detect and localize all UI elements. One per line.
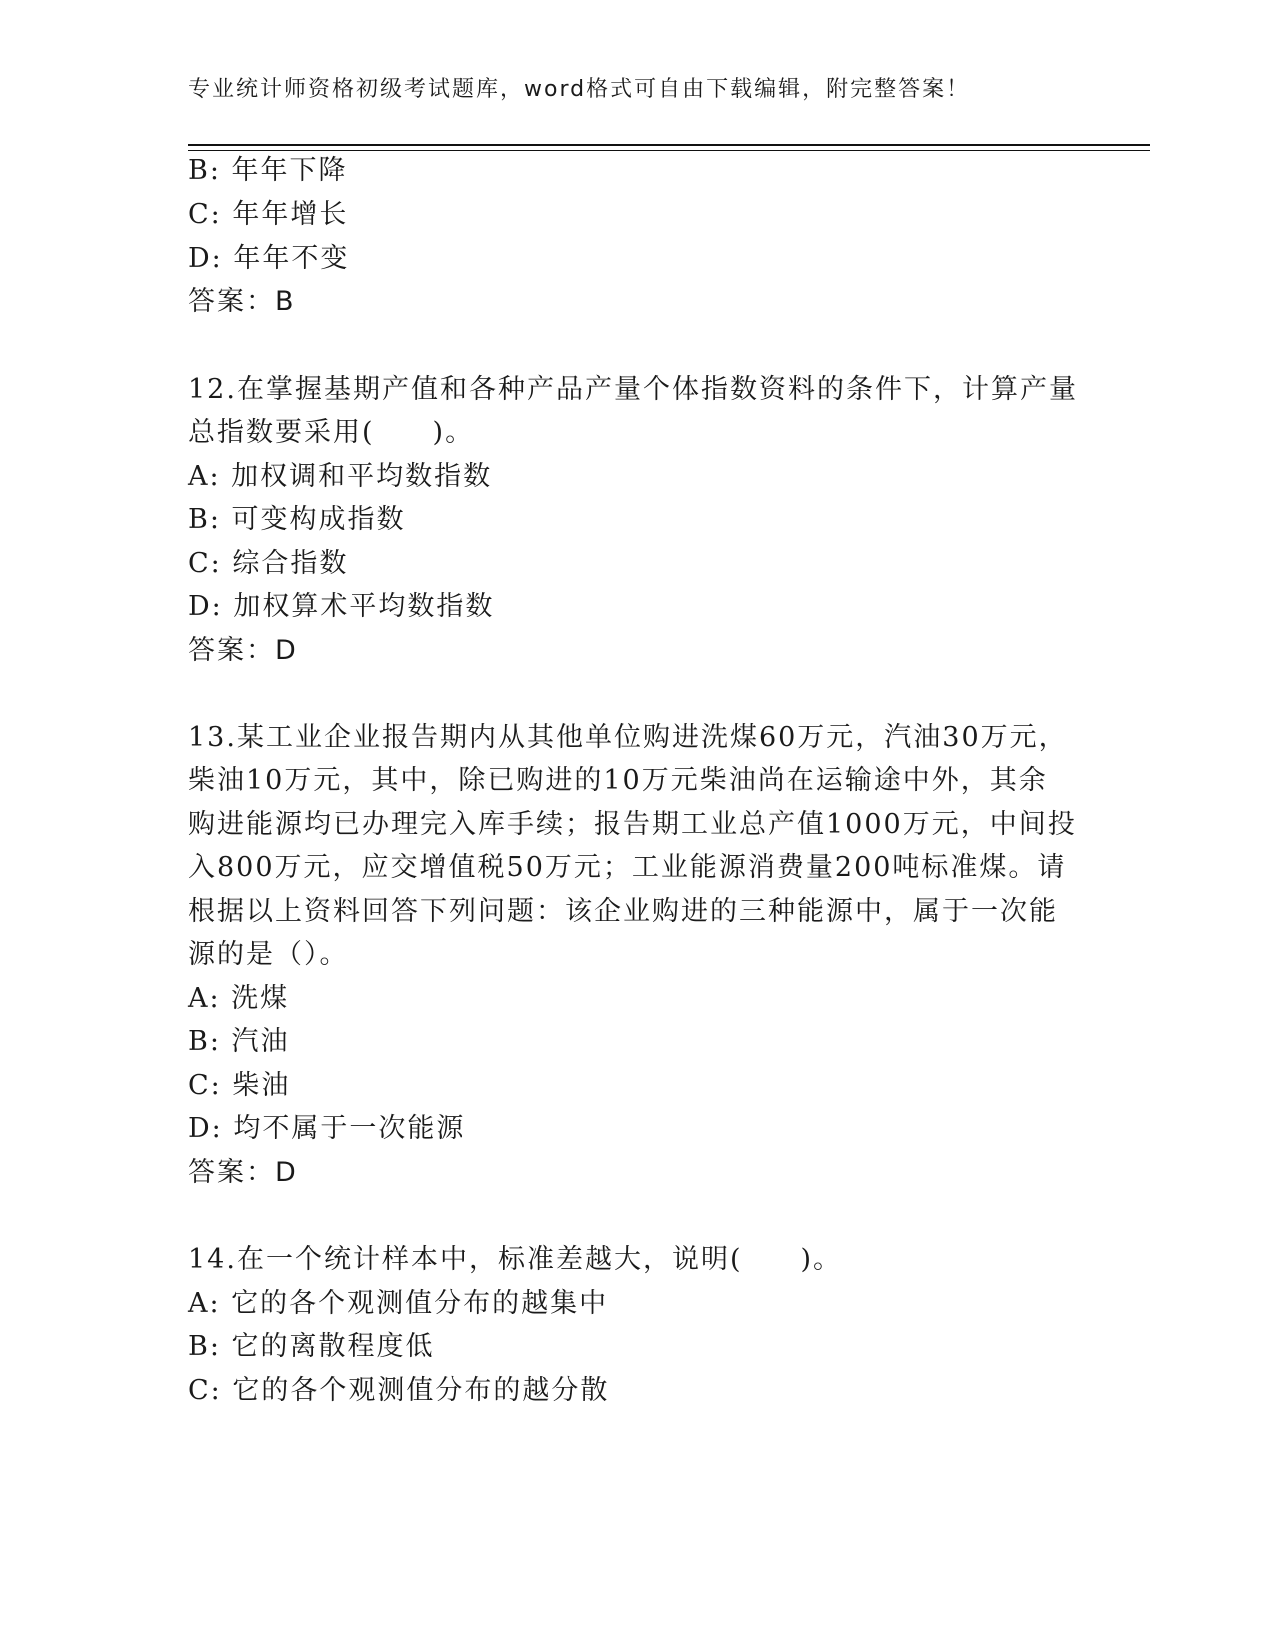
q13-stem-line-1: 13.某工业企业报告期内从其他单位购进洗煤60万元，汽油30万元， [188, 722, 1068, 753]
page-header: 专业统计师资格初级考试题库，word格式可自由下载编辑，附完整答案！ [188, 77, 971, 102]
q14-option-c: C: 它的各个观测值分布的越分散 [188, 1375, 610, 1406]
q13-answer: 答案：D [188, 1157, 298, 1188]
q13-stem-line-6: 源的是（）。 [188, 939, 349, 970]
q13-stem-line-2: 柴油10万元，其中，除已购进的10万元柴油尚在运输途中外，其余 [188, 765, 1048, 796]
q14-stem-line-1: 14.在一个统计样本中，标准差越大，说明( )。 [188, 1244, 843, 1275]
q14-option-b: B: 它的离散程度低 [188, 1331, 435, 1362]
q11-answer: 答案：B [188, 286, 296, 317]
q13-option-b: B: 汽油 [188, 1026, 290, 1057]
q13-option-c: C: 柴油 [188, 1070, 291, 1101]
q12-option-c: C: 综合指数 [188, 548, 349, 579]
q13-stem-line-3: 购进能源均已办理完入库手续；报告期工业总产值1000万元，中间投 [188, 809, 1077, 840]
q13-stem-line-4: 入800万元，应交增值税50万元；工业能源消费量200吨标准煤。请 [188, 852, 1067, 883]
q13-option-a: A: 洗煤 [188, 983, 290, 1014]
q13-stem-line-5: 根据以上资料回答下列问题：该企业购进的三种能源中，属于一次能 [188, 896, 1058, 927]
q12-option-b: B: 可变构成指数 [188, 504, 406, 535]
q12-stem-line-2: 总指数要采用( )。 [188, 417, 475, 448]
header-rule-thick [188, 144, 1150, 146]
q11-option-b: B: 年年下降 [188, 155, 348, 186]
q12-option-d: D: 加权算术平均数指数 [188, 591, 495, 622]
q11-option-d: D: 年年不变 [188, 243, 350, 274]
q12-stem-line-1: 12.在掌握基期产值和各种产品产量个体指数资料的条件下，计算产量 [188, 374, 1078, 405]
q13-option-d: D: 均不属于一次能源 [188, 1113, 466, 1144]
q11-option-c: C: 年年增长 [188, 199, 349, 230]
q12-option-a: A: 加权调和平均数指数 [188, 461, 493, 492]
q12-answer: 答案：D [188, 635, 298, 666]
q14-option-a: A: 它的各个观测值分布的越集中 [188, 1288, 609, 1319]
header-rule-thin [188, 150, 1150, 151]
